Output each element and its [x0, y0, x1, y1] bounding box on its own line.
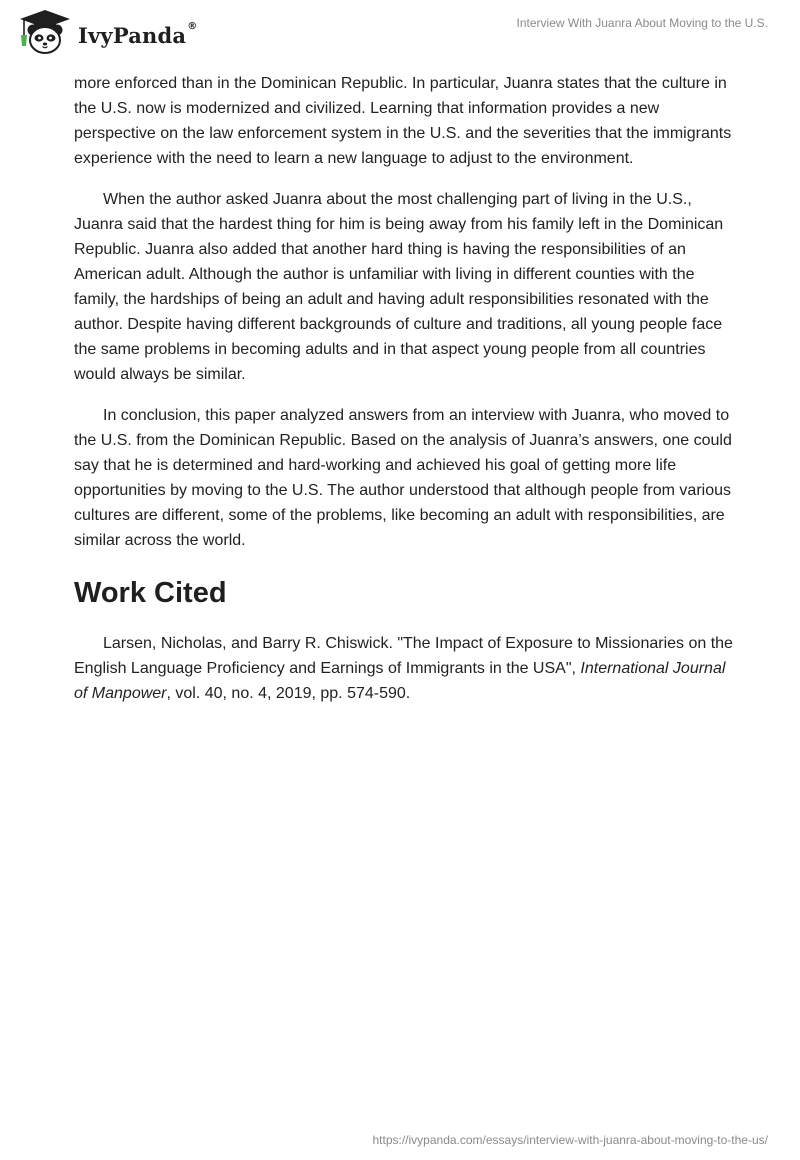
- page-header: [0, 0, 800, 64]
- panda-graduate-icon: [14, 8, 76, 58]
- essay-content: [74, 71, 734, 706]
- paragraph-challenges: When the author asked Juanra about the most challenging part of living in the U.S., Juanra said that the hardest thing for him is being away from his family left in the Dominican Republic. Juanra also added that another hard thing is having the responsibilities of an American adult. Although the author is unfamiliar with living in different counties with the family, the hardships of being an adult and having adult responsibilities resonated with the author. Despite having different backgrounds of culture and traditions, all young people face the same problems in becoming adults and in that aspect young people from all countries would always be similar.: [74, 191, 724, 383]
- ivypanda-logo[interactable]: [14, 8, 197, 58]
- source-url-link[interactable]: https://ivypanda.com/essays/interview-with-juanra-about-moving-to-the-us/: [372, 1133, 768, 1147]
- citation-journal: International Journal of Manpower: [74, 660, 726, 702]
- citation-entry: [74, 631, 734, 706]
- brand-name: IvyPanda®: [78, 20, 198, 48]
- registered-mark: ®: [187, 20, 198, 32]
- citation-details: , vol. 40, no. 4, 2019, pp. 574-590.: [166, 685, 411, 702]
- paragraph-conclusion: In conclusion, this paper analyzed answers from an interview with Juanra, who moved to the U.S. from the Dominican Republic. Based on the analysis of Juanra’s answers, one could say that he is determined and hard-working and achieved his goal of getting more life opportunities by moving to the U.S. The author understood that although people from various cultures are different, some of the problems, like becoming an adult with responsibilities, are similar across the world.: [74, 407, 732, 549]
- paragraph-continued: more enforced than in the Dominican Republic. In particular, Juanra states that the culture in the U.S. now is modernized and civilized. Learning that information provides a new perspective on the law enforcement system in the U.S. and the severities that the immigrants experience with the need to learn a new language to adjust to the environment.: [74, 75, 732, 167]
- works-cited-heading: Work Cited: [74, 577, 227, 609]
- citation-authors-title: Larsen, Nicholas, and Barry R. Chiswick. "The Impact of Exposure to Missionaries on the English Language Proficiency and Earnings of Immigrants in the USA",: [74, 635, 733, 677]
- running-title: Interview With Juanra About Moving to the U.S.: [516, 16, 768, 30]
